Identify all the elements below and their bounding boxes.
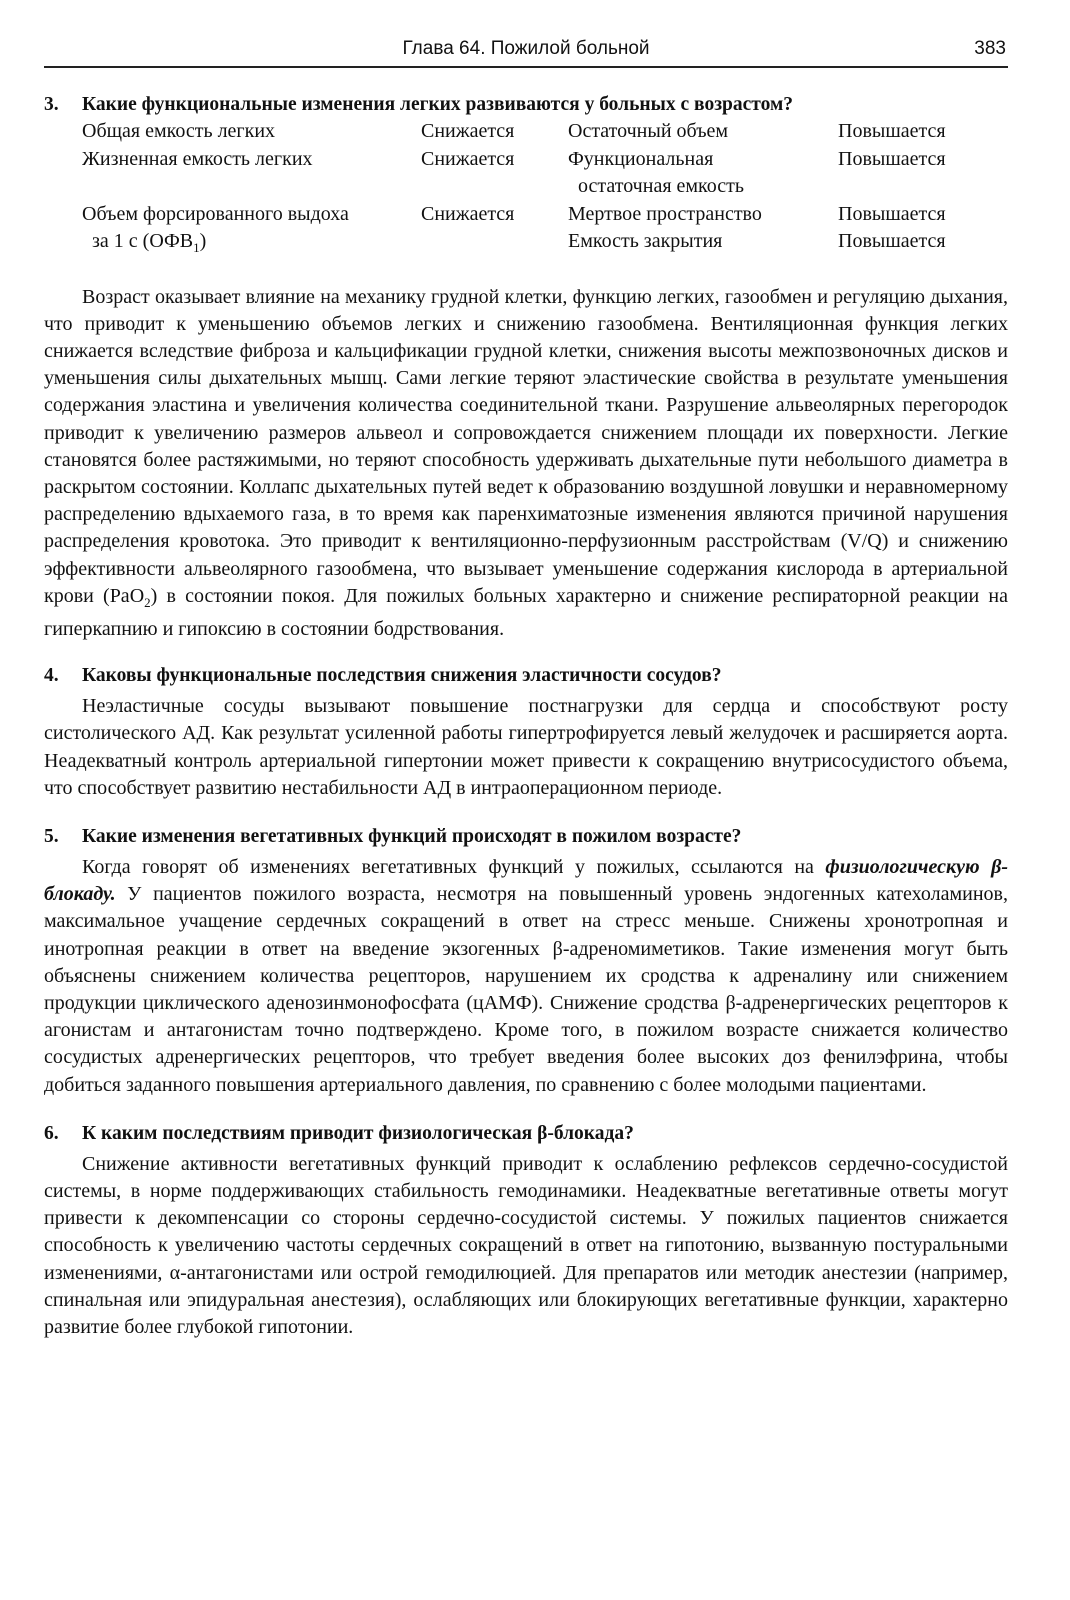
fev1-label: за 1 с (ОФВ (92, 230, 194, 252)
fev1-close: ) (199, 230, 207, 252)
section-4 (44, 663, 1008, 802)
table-row (82, 173, 1008, 201)
chapter-title: Глава 64. Пожилой больной (402, 38, 650, 59)
table-cell-change: Снижается (421, 202, 515, 225)
question-heading (44, 824, 1008, 850)
question-text: Какие функциональные изменения легких развиваются у больных с возрастом? (82, 94, 794, 115)
table-cell-parameter: Функциональная (568, 147, 714, 170)
answer-paragraph: Неэластичные сосуды вызывают повышение постнагрузки для сердца и способствуют росту систолического АД. Как результат усиленной работы гипертрофируется левый желудочек и расширяется аорта. Неадекватный контроль артериальной гипертонии может привести к сокращению внутрисосудистого объема, что способствует развитию нестабильности АД в интраоперационном периоде. (44, 695, 1008, 799)
document-page (44, 30, 1008, 1341)
table-cell-change: Повышается (838, 202, 946, 225)
pao2-subscript: 2 (144, 594, 151, 610)
answer-text: Когда говорят об изменениях вегетативных функций у пожилых, ссылаются на (82, 855, 826, 878)
answer-paragraph (44, 284, 1008, 644)
answer-text: Возраст оказывает влияние на механику грудной клетки, функцию легких, газообмен и регуляцию дыхания, что приводит к уменьшению объемов легких и снижению газообмена. Вентиляционная функция легких снижается вследствие фиброза и кальцификации грудной клетки, снижения высоты межпозвоночных дисков и уменьшения силы дыхательных мышц. Сами легкие теряют эластические свойства в результате уменьшения содержания эластина и увеличения количества соединительной ткани. Разрушение альвеолярных перегородок приводит к увеличению размеров альвеол и сопровождается снижением площади их поверхности. Легкие становятся более растяжимыми, но теряют способность удерживать дыхательные пути небольшого диаметра в раскрытом состоянии. Коллапс дыхательных путей ведет к образованию воздушной ловушки и неравномерному распределению вдыхаемого газа, в то время как паренхиматозные изменения являются причиной нарушения распределения кровотока. Это приводит к вентиляционно-перфузионным расстройствам (V/Q) и снижению эффективности альвеолярного газообмена, что вызывает уменьшение содержания кислорода в артериальной крови (PaO (44, 285, 1008, 607)
table-cell-parameter: Общая емкость легких (82, 120, 276, 142)
table-row (82, 228, 1008, 256)
section-6 (44, 1121, 1008, 1341)
table-cell-parameter: Жизненная емкость легких (82, 147, 313, 170)
question-heading (44, 92, 1008, 118)
question-heading (44, 663, 1008, 689)
table-cell-parameter-cont (92, 228, 206, 262)
table-cell-change: Повышается (838, 147, 946, 170)
page-number: 383 (974, 38, 1006, 59)
section-3 (44, 92, 1008, 643)
emphasis-term: физиологическую β-блокаду. (44, 855, 1008, 906)
question-number: 4. (44, 665, 59, 687)
table-cell-parameter: Остаточный объем (568, 120, 729, 142)
question-text: Какие изменения вегетативных функций происходят в пожилом возрасте? (82, 825, 742, 847)
answer-paragraph (44, 854, 1008, 1099)
fev1-subscript: 1 (193, 240, 200, 255)
table-cell-change: Повышается (838, 230, 946, 252)
lung-changes-table (82, 118, 1008, 256)
page-header (44, 30, 1008, 68)
table-row (82, 118, 1008, 146)
question-heading (44, 1121, 1008, 1147)
table-cell-parameter: Емкость закрытия (568, 230, 723, 252)
question-number: 3. (44, 94, 59, 115)
table-cell-parameter: Объем форсированного выдоха (82, 202, 349, 225)
answer-text-cont: ) в состоянии покоя. Для пожилых больных характерно и снижение респираторной реакции на гиперкапнию и гипоксию в состоянии бодрствования. (44, 584, 1009, 640)
answer-paragraph: Снижение активности вегетативных функций приводит к ослаблению рефлексов сердечно-сосудистой системы, в норме поддерживающих стабильность гемодинамики. Неадекватные вегетативные ответы могут привести к декомпенсации со стороны сердечно-сосудистой системы. У пожилых пациентов снижается способность к увеличению частоты сердечных сокращений в ответ на гипотонию, вызванную постуральными изменениями, α-антагонистами или острой гемодилюцией. Для препаратов или методик анестезии (например, спинальная или эпидуральная анестезия), ослабляющих или блокирующих вегетативные функции, характерно развитие более глубокой гипотонии. (44, 1152, 1008, 1338)
table-row (82, 201, 1008, 229)
table-cell-change: Повышается (838, 120, 946, 142)
table-cell-parameter-cont: остаточная емкость (578, 175, 744, 197)
question-text: Каковы функциональные последствия снижения эластичности сосудов? (82, 665, 722, 687)
table-cell-change: Снижается (421, 147, 515, 170)
answer-text-cont: У пациентов пожилого возраста, несмотря на повышенный уровень эндогенных катехоламинов, максимальное учащение сердечных сокращений в ответ на стресс меньше. Снижены хронотропная и инотропная реакции в ответ на введение экзогенных β-адреномиметиков. Такие изменения могут быть объяснены снижением количества рецепторов, нарушением их сродства к адреналину или снижением продукции циклического аденозинмонофосфата (цАМФ). Снижение сродства β-адренергических рецепторов к агонистам и антагонистам точно подтверждено. Кроме того, в пожилом возрасте снижается количество сосудистых адренергических рецепторов, что требует введения более высоких доз фенилэфрина, чтобы добиться заданного повышения артериального давления, по сравнению с более молодыми пациентами. (44, 883, 1008, 1096)
section-5 (44, 824, 1008, 1099)
question-number: 6. (44, 1122, 59, 1144)
table-cell-parameter: Мертвое пространство (568, 202, 762, 225)
table-cell-change: Снижается (421, 120, 515, 142)
table-row (82, 146, 1008, 174)
question-number: 5. (44, 825, 59, 847)
question-text: К каким последствиям приводит физиологическая β-блокада? (82, 1122, 634, 1144)
